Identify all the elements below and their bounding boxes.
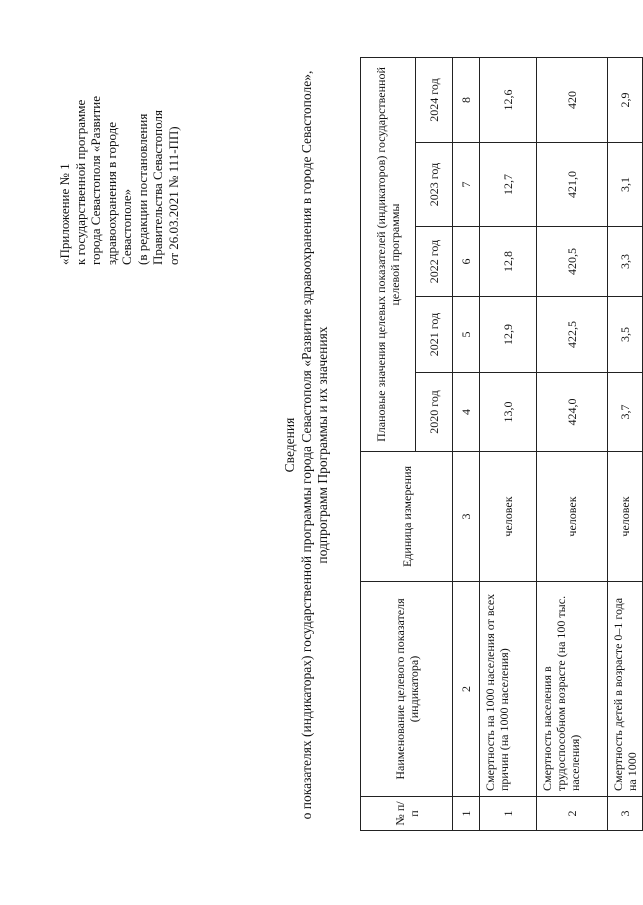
heading-title: Сведения (282, 417, 297, 473)
column-number: 2 (453, 582, 480, 797)
indicator-value: 420,5 (537, 227, 608, 297)
indicator-value: 3,3 (608, 227, 643, 297)
indicator-value: 12,6 (480, 57, 537, 142)
header-year: 2023 год (416, 143, 453, 227)
appendix-note: «Приложение № 1 к государственной программе города Севастополя «Развитие здравоохранения в городе Севастополе» (в редакции постановления Правительства Севастополя от 26.03.2021 № 111-ПП) (57, 95, 181, 265)
column-number: 8 (453, 57, 480, 142)
indicator-value: 420 (537, 57, 608, 142)
header-year: 2024 год (416, 57, 453, 142)
indicator-name: Смертность детей в возрасте 0–1 года на 1000 (608, 582, 643, 797)
header-year: 2020 год (416, 373, 453, 452)
header-year: 2021 год (416, 297, 453, 373)
table-row (608, 57, 643, 830)
indicator-value: 2,9 (608, 57, 643, 142)
column-number-row (453, 57, 480, 830)
indicator-unit: человек (608, 452, 643, 582)
indicator-name: Смертность населения в трудоспособном возрасте (на 100 тыс. населения) (537, 582, 608, 797)
document-heading (282, 65, 331, 825)
header-unit: Единица измерения (361, 452, 453, 582)
column-number: 7 (453, 143, 480, 227)
row-number: 2 (537, 797, 608, 831)
indicator-value: 12,7 (480, 143, 537, 227)
indicator-value: 424,0 (537, 373, 608, 452)
header-name: Наименование целевого показателя (индикатора) (361, 582, 453, 797)
indicator-value: 421,0 (537, 143, 608, 227)
indicator-value: 3,5 (608, 297, 643, 373)
table-row (537, 57, 608, 830)
indicator-value: 422,5 (537, 297, 608, 373)
indicator-unit: человек (537, 452, 608, 582)
indicators-table (360, 57, 643, 831)
row-number: 1 (480, 797, 537, 831)
column-number: 1 (453, 797, 480, 831)
column-number: 3 (453, 452, 480, 582)
indicator-value: 12,8 (480, 227, 537, 297)
indicator-value: 12,9 (480, 297, 537, 373)
column-number: 6 (453, 227, 480, 297)
row-number: 3 (608, 797, 643, 831)
indicator-value: 13,0 (480, 373, 537, 452)
header-num: № п/п (361, 797, 453, 831)
indicator-value: 3,1 (608, 143, 643, 227)
heading-subtitle: о показателях (индикаторах) государственной программы города Севастополя «Развитие здравоохранения в городе Севастополе», подпрограмм Программы и их значениях (299, 70, 330, 820)
table-row (480, 57, 537, 830)
indicator-name: Смертность на 1000 населения от всех причин (на 1000 населения) (480, 582, 537, 797)
column-number: 4 (453, 373, 480, 452)
header-year: 2022 год (416, 227, 453, 297)
indicator-unit: человек (480, 452, 537, 582)
indicator-value: 3,7 (608, 373, 643, 452)
column-number: 5 (453, 297, 480, 373)
header-planned: Плановые значения целевых показателей (индикаторов) государственной целевой программы (361, 57, 416, 451)
